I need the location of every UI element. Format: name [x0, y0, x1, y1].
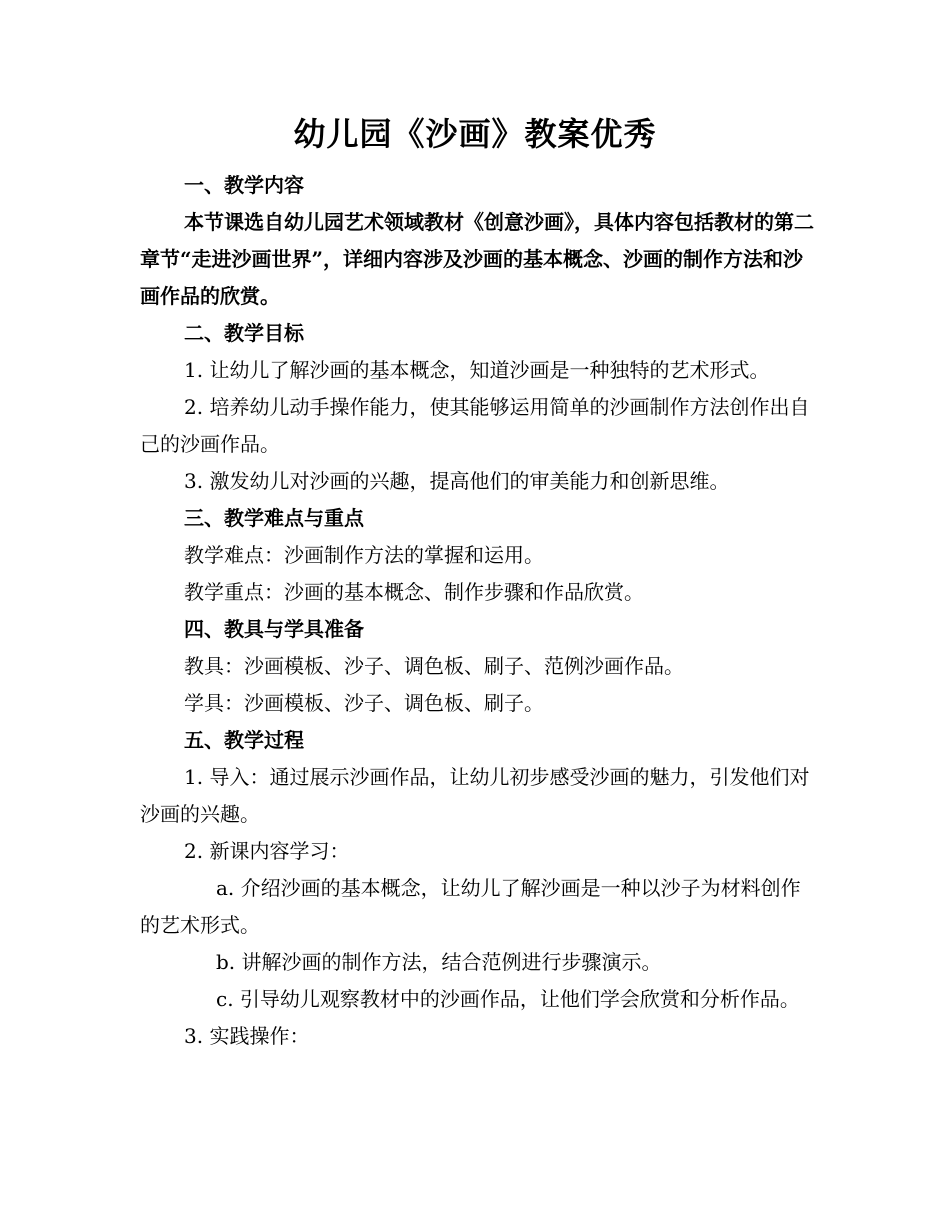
section-heading-materials: 四、教具与学具准备 [184, 617, 364, 641]
difficulty-text: 教学难点：沙画制作方法的掌握和运用。 [184, 543, 544, 567]
process-subitem-a: a. 介绍沙画的基本概念，让幼儿了解沙画是一种以沙子为材料创作的艺术形式。 [140, 876, 801, 937]
key-point-text: 教学重点：沙画的基本概念、制作步骤和作品欣赏。 [184, 580, 644, 604]
process-item-1: 1. 导入：通过展示沙画作品，让幼儿初步感受沙画的魅力，引发他们对沙画的兴趣。 [140, 765, 810, 826]
process-item-2: 2. 新课内容学习： [184, 839, 350, 863]
section-heading-objectives: 二、教学目标 [184, 321, 304, 345]
content-paragraph: 本节课选自幼儿园艺术领域教材《创意沙画》，具体内容包括教材的第二章节“走进沙画世界”，详细内容涉及沙画的基本概念、沙画的制作方法和沙画作品的欣赏。 [140, 210, 814, 308]
section-heading-content: 一、教学内容 [184, 173, 304, 197]
objective-item-3: 3. 激发幼儿对沙画的兴趣，提高他们的审美能力和创新思维。 [184, 469, 730, 493]
process-subitem-c: c. 引导幼儿观察教材中的沙画作品，让他们学会欣赏和分析作品。 [216, 987, 800, 1011]
objective-item-2: 2. 培养幼儿动手操作能力，使其能够运用简单的沙画制作方法创作出自己的沙画作品。 [140, 395, 810, 456]
process-item-3: 3. 实践操作： [184, 1024, 310, 1048]
process-subitem-b: b. 讲解沙画的制作方法，结合范例进行步骤演示。 [216, 950, 662, 974]
section-heading-process: 五、教学过程 [184, 728, 304, 752]
document-body [140, 167, 820, 1055]
document-title: 幼儿园《沙画》教案优秀 [293, 115, 657, 153]
section-heading-difficulties: 三、教学难点与重点 [184, 506, 364, 530]
student-materials-text: 学具：沙画模板、沙子、调色板、刷子。 [184, 691, 544, 715]
objective-item-1: 1. 让幼儿了解沙画的基本概念，知道沙画是一种独特的艺术形式。 [184, 358, 770, 382]
teacher-materials-text: 教具：沙画模板、沙子、调色板、刷子、范例沙画作品。 [184, 654, 684, 678]
